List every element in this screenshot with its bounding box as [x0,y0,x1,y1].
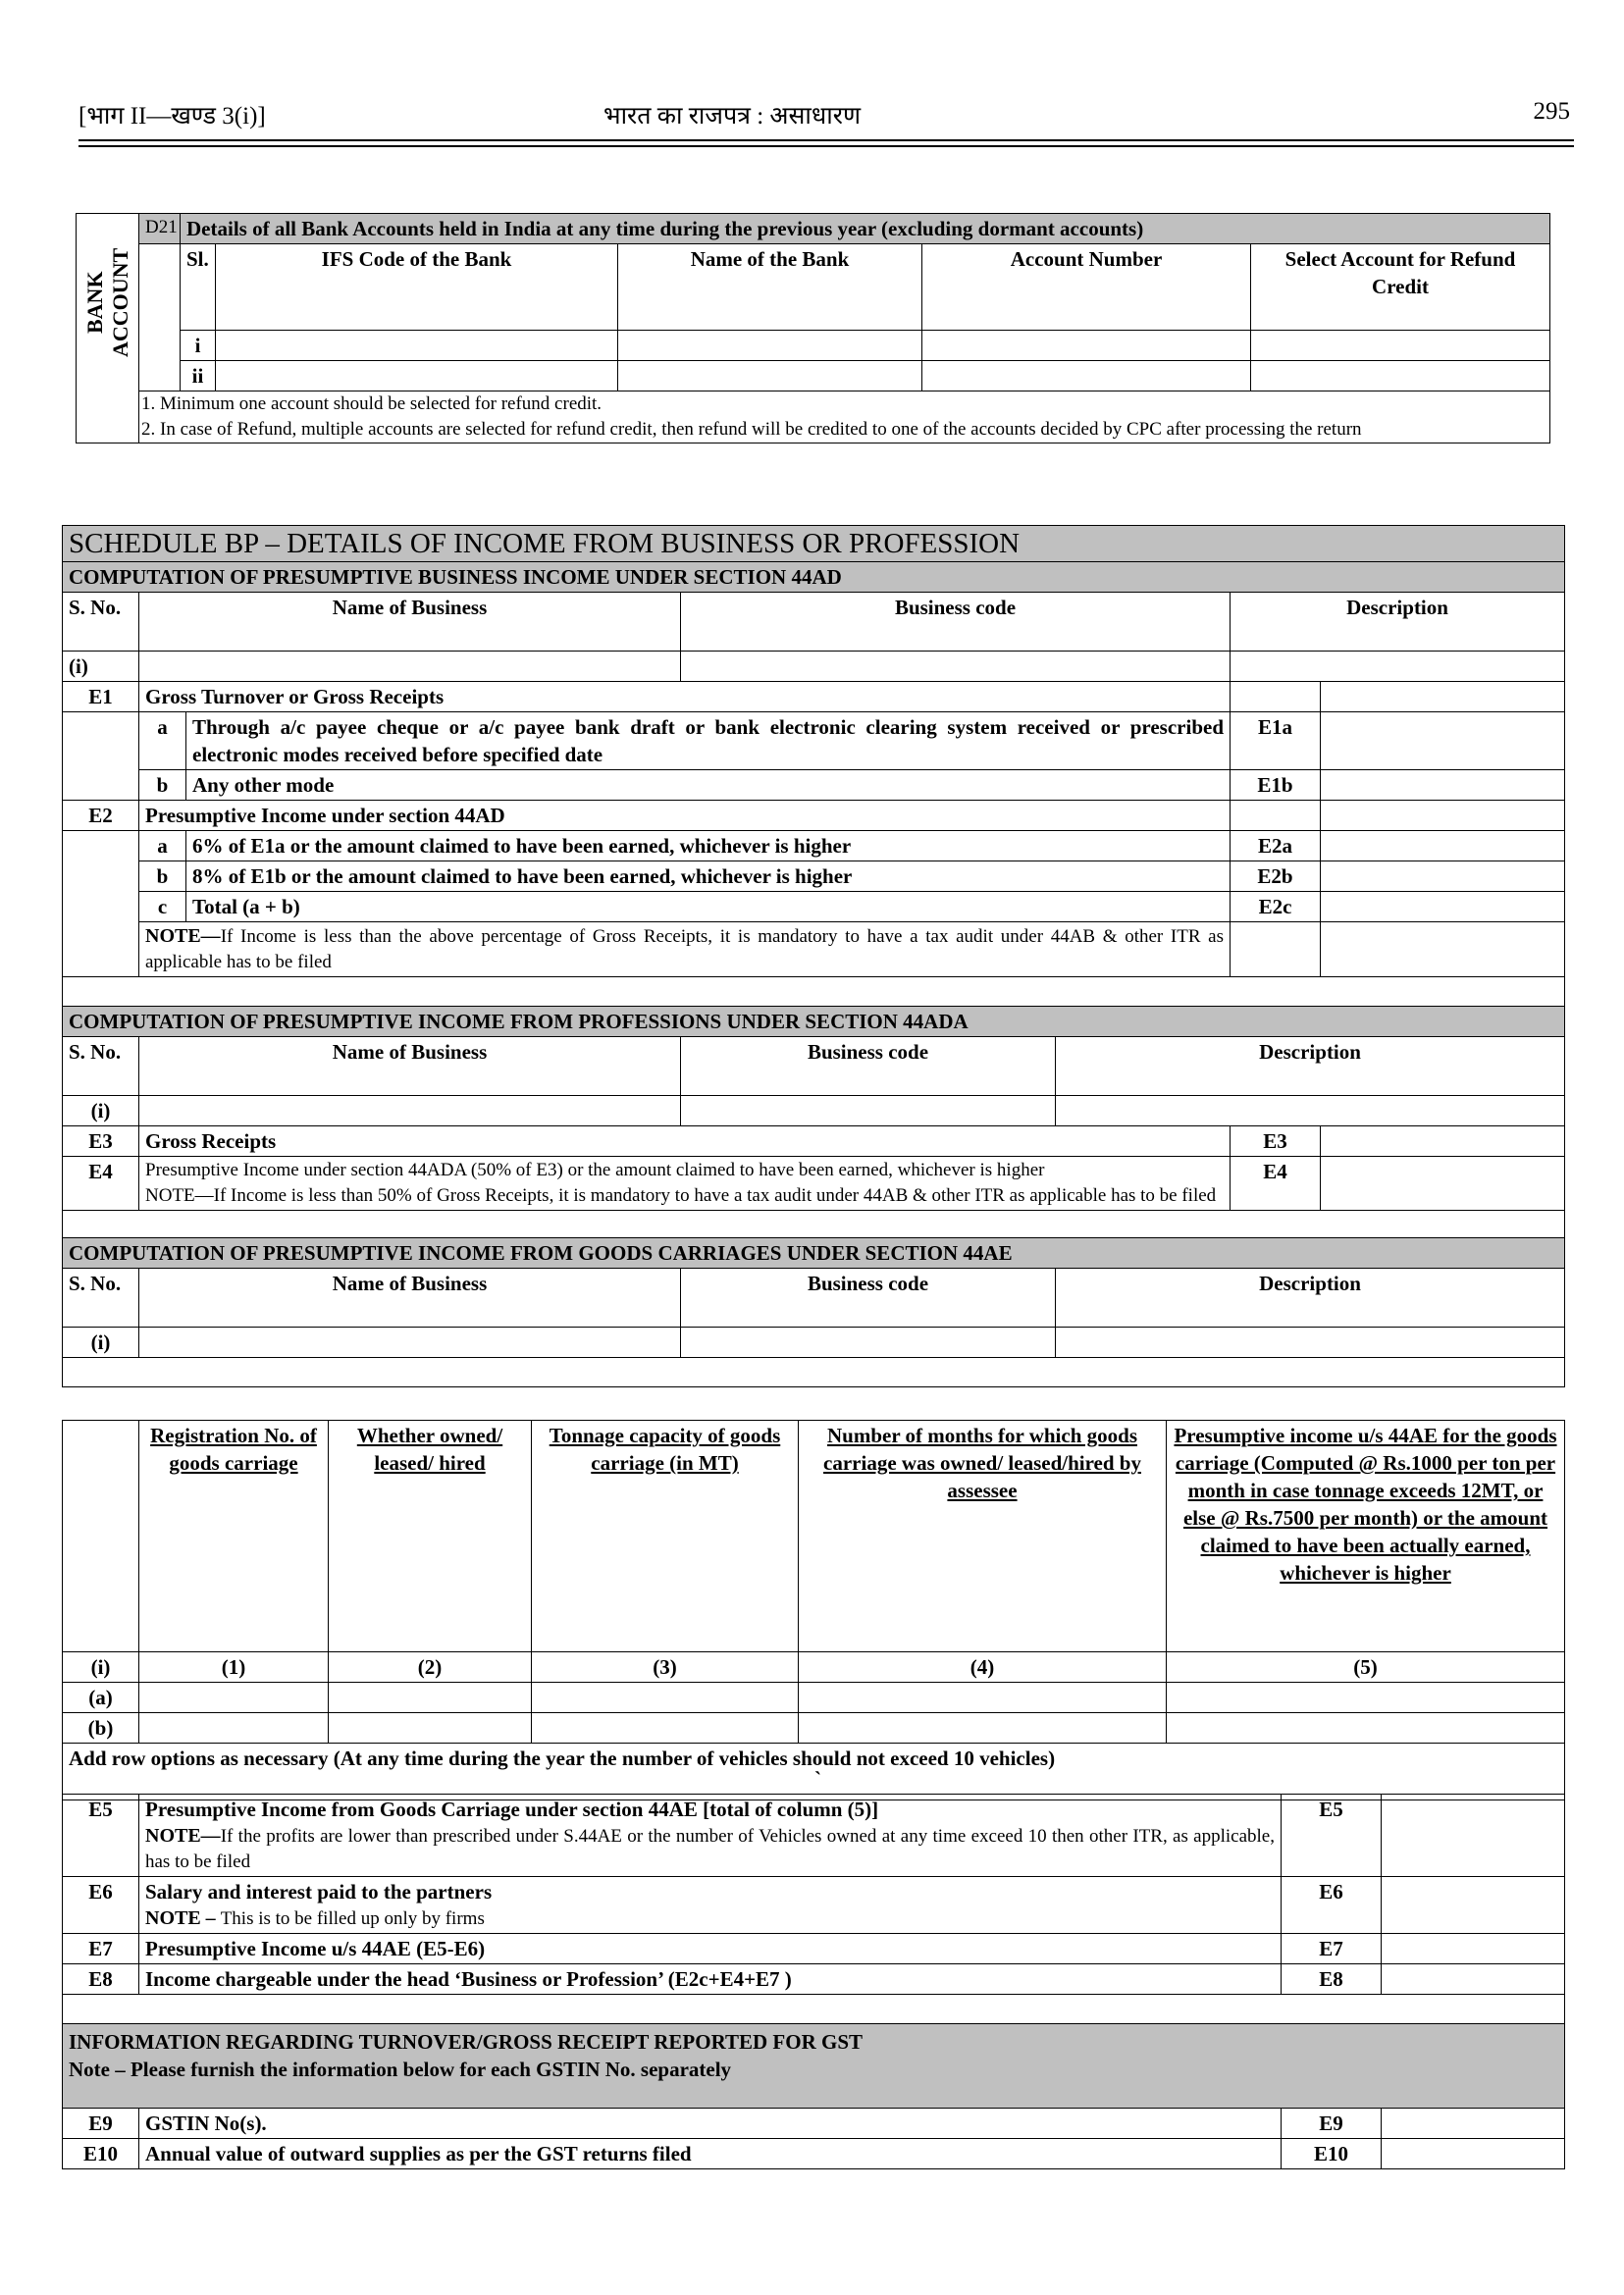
e2a-sub: a [139,831,186,861]
e4-code: E4 [63,1157,139,1211]
e9-code-right: E9 [1282,2109,1382,2139]
e8-label: Income chargeable under the head ‘Business or Profession’ (E2c+E4+E7 ) [139,1964,1282,1995]
add-row-note-cell [63,1744,1565,1800]
e1-value-cell [1321,682,1565,712]
e2-code: E2 [63,801,139,831]
e2c-label: Total (a + b) [186,892,1231,922]
e1b-sub: b [139,770,186,801]
bank-section-title: Details of all Bank Accounts held in India at any time during the previous year (excluding dormant accounts) [181,214,1550,244]
sec44ad-note [139,922,1231,977]
gst-note: Note – Please furnish the information below for each GSTIN No. separately [69,2058,732,2081]
bank-row-sl: i [181,331,216,361]
col-account-number: Account Number [922,244,1251,331]
e7-code-right: E7 [1282,1934,1382,1964]
presumptive-income-input[interactable] [1167,1683,1565,1713]
e1-code-cell [1231,682,1321,712]
spacer-row [63,1358,1565,1387]
e2a-code: E2a [1231,831,1321,861]
e9-code: E9 [63,2109,139,2139]
col-name-of-business: Name of Business [139,1269,681,1328]
description-input[interactable] [1056,1328,1565,1358]
note-text: If the profits are lower than prescribed under S.44AE or the number of Vehicles owned at any time exceed 10 then other ITR, as applicable, has to be filed [145,1826,1275,1872]
col-tonnage: Tonnage capacity of goods carriage (in MT) [532,1421,799,1652]
e2-spacer [63,831,139,977]
e5-code-right: E5 [1282,1795,1382,1877]
col-name-of-business: Name of Business [139,1037,681,1096]
refund-select-input[interactable] [1251,361,1550,391]
business-name-input[interactable] [139,1328,681,1358]
e1a-sub: a [139,712,186,770]
e5-value-input[interactable] [1382,1795,1565,1877]
e2c-sub: c [139,892,186,922]
bank-notes [139,391,1550,443]
note-prefix: NOTE – [145,1907,221,1929]
bank-name-input[interactable] [618,331,922,361]
add-row-note: Add row options as necessary (At any time during the year the number of vehicles should not exceed 10 vehicles) [69,1747,1056,1770]
col-description: Description [1231,593,1565,652]
e6-label: Salary and interest paid to the partners [145,1880,493,1904]
note-value-cell [1321,922,1565,977]
registration-input[interactable] [139,1683,329,1713]
bank-account-table [76,213,1550,443]
e4-label-cell [139,1157,1231,1211]
col-ifs-code: IFS Code of the Bank [216,244,618,331]
spacer-row [63,977,1565,1007]
e1b-code: E1b [1231,770,1321,801]
e4-note: NOTE—If Income is less than 50% of Gross Receipts, it is mandatory to have a tax audit under 44AB & other ITR as applicable has to be filed [145,1185,1217,1206]
registration-input[interactable] [139,1713,329,1744]
e4-value-input[interactable] [1321,1157,1565,1211]
col-business-code: Business code [681,593,1231,652]
col-name-of-business: Name of Business [139,593,681,652]
refund-select-input[interactable] [1251,331,1550,361]
e6-value-input[interactable] [1382,1877,1565,1934]
e2a-label: 6% of E1a or the amount claimed to have been earned, whichever is higher [186,831,1231,861]
ifs-code-input[interactable] [216,331,618,361]
spacer-row [63,1995,1565,2024]
vehicle-row-label: (b) [63,1713,139,1744]
bank-section-code: D21 [139,214,181,244]
description-input[interactable] [1056,1096,1565,1126]
gst-header [63,2024,1565,2109]
col-business-code: Business code [681,1269,1056,1328]
description-input[interactable] [1231,652,1565,682]
e2c-value-input[interactable] [1321,892,1565,922]
sec44ada-title: COMPUTATION OF PRESUMPTIVE INCOME FROM PROFESSIONS UNDER SECTION 44ADA [63,1007,1565,1037]
e9-label: GSTIN No(s). [139,2109,1282,2139]
col-presumptive-income: Presumptive income u/s 44AE for the goods carriage (Computed @ Rs.1000 per ton per month in case tonnage exceeds 12MT, or else @ Rs.7500 per month) or the amount claimed to have been actually earned, whichever is higher [1167,1421,1565,1652]
col-business-code: Business code [681,1037,1056,1096]
e8-code: E8 [63,1964,139,1995]
account-number-input[interactable] [922,361,1251,391]
col-sl: Sl. [181,244,216,331]
sec44ae-title: COMPUTATION OF PRESUMPTIVE INCOME FROM GOODS CARRIAGES UNDER SECTION 44AE [63,1238,1565,1269]
header-rule-bottom [79,145,1574,147]
e1b-value-input[interactable] [1321,770,1565,801]
bank-row [77,331,1550,361]
months-input[interactable] [799,1683,1167,1713]
col-months: Number of months for which goods carriage was owned/ leased/hired by assessee [799,1421,1167,1652]
account-number-input[interactable] [922,331,1251,361]
e7-label: Presumptive Income u/s 44AE (E5-E6) [139,1934,1282,1964]
ownership-input[interactable] [329,1713,532,1744]
note-prefix: NOTE— [145,1825,221,1847]
ownership-input[interactable] [329,1683,532,1713]
row-label: (i) [63,652,139,682]
e3-label: Gross Receipts [139,1126,1231,1157]
business-code-input[interactable] [681,1096,1056,1126]
e2c-code: E2c [1231,892,1321,922]
e10-code: E10 [63,2139,139,2169]
e1-code: E1 [63,682,139,712]
schedule-bp-table [62,525,1565,1387]
col-sno: S. No. [63,593,139,652]
e2b-sub: b [139,861,186,892]
header-rule-top [79,139,1574,141]
e10-value-input[interactable] [1382,2139,1565,2169]
e7-code: E7 [63,1934,139,1964]
e2b-label: 8% of E1b or the amount claimed to have been earned, whichever is higher [186,861,1231,892]
vehicle-row [63,1713,1565,1744]
e9-value-input[interactable] [1382,2109,1565,2139]
goods-carriage-table [62,1420,1565,1800]
col-number: (2) [329,1652,532,1683]
presumptive-income-input[interactable] [1167,1713,1565,1744]
page-header [79,98,1570,137]
e3-code-right: E3 [1231,1126,1321,1157]
note-prefix: NOTE— [145,925,221,947]
vehicle-header-spacer [63,1421,139,1652]
page-number: 295 [1533,98,1570,125]
bank-note-2: 2. In case of Refund, multiple accounts are selected for refund credit, then refund will be credited to one of the accounts decided by CPC after processing the return [141,419,1362,440]
e1a-code: E1a [1231,712,1321,770]
months-input[interactable] [799,1713,1167,1744]
business-code-input[interactable] [681,1328,1056,1358]
e1-spacer [63,712,139,801]
e2-label: Presumptive Income under section 44AD [139,801,1231,831]
bank-account-side-label-cell [77,214,139,391]
col-description: Description [1056,1269,1565,1328]
business-name-input[interactable] [139,1096,681,1126]
e8-value-input[interactable] [1382,1964,1565,1995]
gazette-title: भारत का राजपत्र : असाधारण [603,103,862,130]
e2-code-cell [1231,801,1321,831]
sec44ad-title: COMPUTATION OF PRESUMPTIVE BUSINESS INCOME UNDER SECTION 44AD [63,562,1565,593]
col-registration-no: Registration No. of goods carriage [139,1421,329,1652]
e3-code: E3 [63,1126,139,1157]
bank-row [77,361,1550,391]
e6-note [145,1905,1275,1932]
note-text: This is to be filled up only by firms [220,1908,485,1929]
e2b-code: E2b [1231,861,1321,892]
stray-tick: ` [814,1767,821,1791]
e2-value-cell [1321,801,1565,831]
e5-note [145,1823,1275,1875]
bank-note-1: 1. Minimum one account should be selected for refund credit. [141,393,602,414]
ifs-code-input[interactable] [216,361,618,391]
business-name-input[interactable] [139,652,681,682]
e2a-value-input[interactable] [1321,831,1565,861]
e1a-label: Through a/c payee cheque or a/c payee bank draft or bank electronic clearing system received or prescribed electronic modes received before specified date [186,712,1231,770]
e1b-label: Any other mode [186,770,1231,801]
e6-label-cell [139,1877,1282,1934]
bank-name-input[interactable] [618,361,922,391]
col-bank-name: Name of the Bank [618,244,922,331]
col-number: (1) [139,1652,329,1683]
col-select-refund: Select Account for Refund Credit [1251,244,1550,331]
e10-code-right: E10 [1282,2139,1382,2169]
e5-label-cell [139,1795,1282,1877]
e7-value-input[interactable] [1382,1934,1565,1964]
business-code-input[interactable] [681,652,1231,682]
e1-label: Gross Turnover or Gross Receipts [139,682,1231,712]
vehicle-row-label: (a) [63,1683,139,1713]
bank-row-sl: ii [181,361,216,391]
col-number: (5) [1167,1652,1565,1683]
note-text: If Income is less than the above percentage of Gross Receipts, it is mandatory to have a tax audit under 44AB & other ITR as applicable has to be filed [145,926,1224,972]
e10-label: Annual value of outward supplies as per the GST returns filed [139,2139,1282,2169]
col-number: (i) [63,1652,139,1683]
col-number: (3) [532,1652,799,1683]
tonnage-input[interactable] [532,1683,799,1713]
e6-code-right: E6 [1282,1877,1382,1934]
row-label: (i) [63,1096,139,1126]
row-label: (i) [63,1328,139,1358]
e4-label: Presumptive Income under section 44ADA (50% of E3) or the amount claimed to have been earned, whichever is higher [145,1160,1045,1180]
bank-code-spacer [139,244,181,391]
bank-account-side-label: BANK ACCOUNT [81,247,132,357]
col-sno: S. No. [63,1269,139,1328]
schedule-bp-totals-table [62,1794,1565,2169]
col-sno: S. No. [63,1037,139,1096]
e2b-value-input[interactable] [1321,861,1565,892]
note-code-cell [1231,922,1321,977]
spacer-row [63,1211,1565,1238]
col-ownership: Whether owned/ leased/ hired [329,1421,532,1652]
gst-title: INFORMATION REGARDING TURNOVER/GROSS RECEIPT REPORTED FOR GST [69,2030,864,2054]
e5-code: E5 [63,1795,139,1877]
col-description: Description [1056,1037,1565,1096]
notes-spacer [77,391,139,443]
e6-code: E6 [63,1877,139,1934]
col-number: (4) [799,1652,1167,1683]
e1a-value-input[interactable] [1321,712,1565,770]
e3-value-input[interactable] [1321,1126,1565,1157]
vehicle-row [63,1683,1565,1713]
e4-code-right: E4 [1231,1157,1321,1211]
e8-code-right: E8 [1282,1964,1382,1995]
gazette-part-label: [भाग II—खण्ड 3(i)] [79,103,266,130]
e5-label: Presumptive Income from Goods Carriage under section 44AE [total of column (5)] [145,1798,879,1821]
schedule-bp-title: SCHEDULE BP – DETAILS OF INCOME FROM BUSINESS OR PROFESSION [63,526,1565,562]
tonnage-input[interactable] [532,1713,799,1744]
